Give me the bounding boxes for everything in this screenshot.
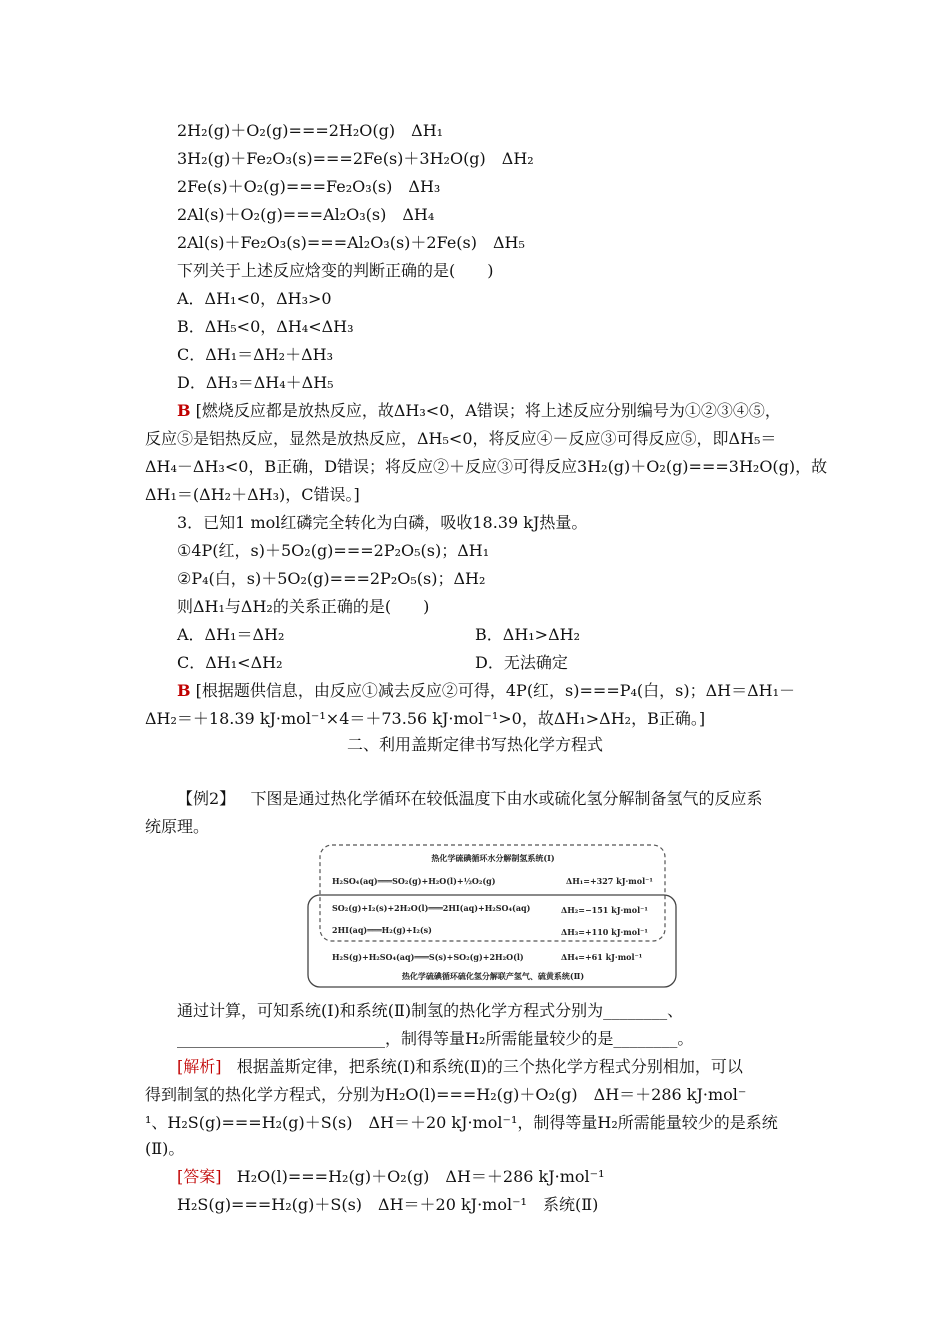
question-stem: 下列关于上述反应焓变的判断正确的是( ) [177, 261, 494, 280]
explanation-text: [燃烧反应都是放热反应，故ΔH₃<0，A错误；将上述反应分别编号为①②③④⑤， [195, 401, 781, 420]
figure-dh-3: ΔH₃=+110 kJ·mol⁻¹ [561, 927, 648, 937]
question-3-stem: 3．已知1 mol红磷完全转化为白磷，吸收18.39 kJ热量。 [177, 513, 588, 532]
analysis-first-line [177, 1056, 743, 1078]
explanation-line: 反应⑤是铝热反应，显然是放热反应，ΔH₅<0，将反应④－反应③可得反应⑤，即ΔH₅＝ [145, 429, 777, 448]
option-c: C．ΔH₁<ΔH₂ [177, 653, 283, 672]
option-a: A．ΔH₁＝ΔH₂ [177, 625, 285, 644]
reaction-5: 2Al(s)＋Fe₂O₃(s)===Al₂O₃(s)＋2Fe(s) ΔH₅ [177, 233, 525, 252]
explanation-line: ΔH₁＝(ΔH₂＋ΔH₃)，C错误。] [145, 485, 360, 504]
reaction-2: 3H₂(g)＋Fe₂O₃(s)===2Fe(s)＋3H₂O(g) ΔH₂ [177, 149, 534, 168]
section-title: 二、利用盖斯定律书写热化学方程式 [346, 735, 603, 754]
answer-text: H₂O(l)===H₂(g)＋O₂(g) ΔH＝＋286 kJ·mol⁻¹ [236, 1167, 605, 1186]
figure-reaction-2: SO₂(g)+I₂(s)+2H₂O(l)═══2HI(aq)+H₂SO₄(aq) [332, 903, 531, 913]
option-b: B．ΔH₅<0，ΔH₄<ΔH₃ [177, 317, 354, 336]
question-line: 通过计算，可知系统(Ⅰ)和系统(Ⅱ)制氢的热化学方程式分别为________、 [177, 1001, 684, 1020]
reaction-3: 2Fe(s)＋O₂(g)===Fe₂O₃(s) ΔH₃ [177, 177, 441, 196]
analysis-line: (Ⅱ)。 [145, 1139, 185, 1158]
answer-letter: B [177, 681, 191, 700]
option-b: B．ΔH₁>ΔH₂ [475, 625, 581, 644]
reaction-4: 2Al(s)＋O₂(g)===Al₂O₃(s) ΔH₄ [177, 205, 435, 224]
figure-title-top: 热化学硫碘循环水分解制氢系统(Ⅰ) [431, 853, 555, 863]
explanation-line: ΔH₄－ΔH₃<0，B正确，D错误；将反应②＋反应③可得反应3H₂(g)＋O₂(g)===3H₂O(g)，故 [145, 457, 828, 476]
example-label: 【例2】 [177, 789, 236, 808]
reaction-q3-1: ①4P(红，s)＋5O₂(g)===2P₂O₅(s)；ΔH₁ [177, 541, 490, 560]
figure-dh-4: ΔH₄=+61 kJ·mol⁻¹ [561, 952, 643, 962]
figure-title-bottom: 热化学硫碘循环硫化氢分解联产氢气、硫黄系统(Ⅱ) [401, 971, 585, 981]
analysis-label: [解析] [177, 1057, 222, 1076]
figure-reaction-4: H₂S(g)+H₂SO₄(aq)═══S(s)+SO₂(g)+2H₂O(l) [332, 952, 524, 962]
answer-explanation [177, 680, 795, 702]
option-a: A．ΔH₁<0，ΔH₃>0 [177, 289, 332, 308]
answer-first-line [177, 1166, 605, 1188]
option-d: D．无法确定 [475, 653, 568, 672]
analysis-text: 根据盖斯定律，把系统(Ⅰ)和系统(Ⅱ)的三个热化学方程式分别相加，可以 [236, 1057, 743, 1076]
figure-reaction-1: H₂SO₄(aq)═══SO₂(g)+H₂O(l)+½O₂(g) [332, 876, 496, 886]
answer-label: [答案] [177, 1167, 222, 1186]
reaction-cycle-figure [306, 843, 680, 990]
analysis-line: 得到制氢的热化学方程式，分别为H₂O(l)===H₂(g)＋O₂(g) ΔH＝＋286 kJ·mol⁻ [145, 1085, 747, 1104]
figure-dh-2: ΔH₂=−151 kJ·mol⁻¹ [561, 905, 648, 915]
question-line: __________________________，制得等量H₂所需能量较少的是________。 [177, 1029, 694, 1048]
figure-reaction-3: 2HI(aq)═══H₂(g)+I₂(s) [332, 925, 432, 935]
option-c: C．ΔH₁＝ΔH₂＋ΔH₃ [177, 345, 334, 364]
example-heading [177, 788, 762, 810]
example-text-cont: 统原理。 [145, 817, 210, 836]
reaction-q3-2: ②P₄(白，s)＋5O₂(g)===2P₂O₅(s)；ΔH₂ [177, 569, 486, 588]
answer-line: H₂S(g)===H₂(g)＋S(s) ΔH＝＋20 kJ·mol⁻¹ 系统(Ⅱ) [177, 1195, 599, 1214]
option-d: D．ΔH₃＝ΔH₄＋ΔH₅ [177, 373, 334, 392]
explanation-line: ΔH₂＝＋18.39 kJ·mol⁻¹×4＝＋73.56 kJ·mol⁻¹>0，故ΔH₁>ΔH₂，B正确。] [145, 709, 706, 728]
explanation-text: [根据题供信息，由反应①减去反应②可得，4P(红，s)===P₄(白，s)；ΔH＝ΔH₁－ [195, 681, 796, 700]
analysis-line: ¹、H₂S(g)===H₂(g)＋S(s) ΔH＝＋20 kJ·mol⁻¹，制得等量H₂所需能量较少的是系统 [145, 1113, 778, 1132]
answer-explanation [177, 400, 781, 422]
example-text: 下图是通过热化学循环在较低温度下由水或硫化氢分解制备氢气的反应系 [250, 789, 763, 808]
answer-letter: B [177, 401, 191, 420]
figure-svg [306, 843, 680, 990]
reaction-1: 2H₂(g)＋O₂(g)===2H₂O(g) ΔH₁ [177, 121, 444, 140]
question-3-ask: 则ΔH₁与ΔH₂的关系正确的是( ) [177, 597, 430, 616]
figure-dh-1: ΔH₁=+327 kJ·mol⁻¹ [566, 876, 653, 886]
